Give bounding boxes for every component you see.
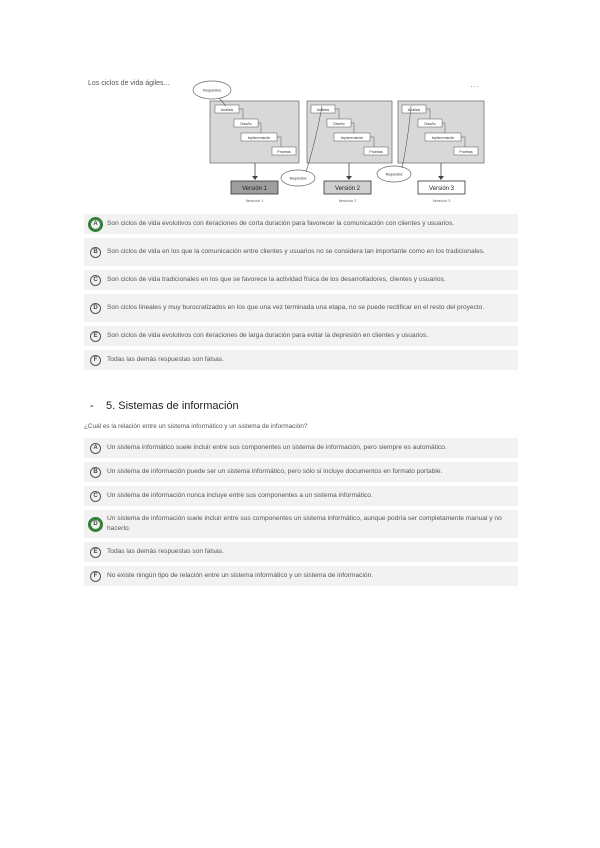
option-text: Un sistema informático suele incluir entre sus componentes un sistema de información, pero siempre es automático.: [107, 444, 447, 451]
option-letter-e: E: [90, 547, 101, 558]
option-b[interactable]: [84, 238, 518, 266]
option-d[interactable]: [84, 294, 518, 322]
question-5-options: [84, 438, 518, 590]
option-b[interactable]: [84, 462, 518, 482]
svg-text:Implementación: Implementación: [340, 136, 364, 140]
option-text: Son ciclos lineales y muy burocratizados en los que una vez terminada una etapa, no se puede rectificar en el resto del proyecto.: [107, 304, 485, 311]
option-text: Un sistema de información nunca incluye entre sus componentes a un sistema informático.: [107, 492, 373, 499]
svg-text:Iteración 3: Iteración 3: [432, 199, 451, 203]
agile-lifecycle-diagram: [84, 70, 518, 210]
option-c[interactable]: [84, 270, 518, 290]
section-heading: [90, 400, 239, 412]
svg-text:Análisis: Análisis: [407, 108, 421, 112]
option-text: Todas las demás respuestas son falsas.: [107, 548, 224, 555]
svg-text:Pruebas: Pruebas: [277, 150, 291, 154]
svg-text:Requisitos: Requisitos: [289, 176, 307, 181]
svg-text:Versión 1: Versión 1: [241, 186, 268, 192]
svg-text:Versión 2: Versión 2: [334, 186, 361, 192]
option-text: Son ciclos de vida evolutivos con iteraciones de corta duración para favorecer la comunicación con clientes y usuarios.: [107, 220, 455, 227]
svg-text:Implementación: Implementación: [247, 136, 271, 140]
option-letter-e: E: [90, 331, 101, 342]
svg-text:Análisis: Análisis: [316, 108, 330, 112]
option-letter-b: B: [90, 467, 101, 478]
option-text: Un sistema de información suele incluir entre sus componentes un sistema informático, aunque podría ser completamente manual y no hacerlo.: [107, 515, 502, 532]
option-letter-d: D: [90, 303, 101, 314]
svg-text:Pruebas: Pruebas: [459, 150, 473, 154]
svg-text:Iteración 2: Iteración 2: [338, 199, 357, 203]
question-title: Los ciclos de vida ágiles...: [88, 80, 170, 87]
option-e[interactable]: [84, 326, 518, 346]
option-e[interactable]: [84, 542, 518, 562]
option-letter-d: D: [90, 519, 101, 530]
option-letter-a: A: [90, 219, 101, 230]
list-dash: -: [90, 400, 94, 412]
option-letter-f: F: [90, 571, 101, 582]
option-a[interactable]: [84, 214, 518, 234]
option-letter-a: A: [90, 443, 101, 454]
option-text: Son ciclos de vida tradicionales en los que se favorece la actividad física de los desarrolladores, clientes y usuarios.: [107, 276, 446, 283]
svg-text:Diseño: Diseño: [240, 122, 252, 126]
option-text: Son ciclos de vida evolutivos con iteraciones de larga duración para evitar la depresión en clientes y usuarios.: [107, 332, 429, 339]
svg-text:Diseño: Diseño: [424, 122, 436, 126]
phase-label: Análisis: [220, 108, 234, 112]
option-a[interactable]: [84, 438, 518, 458]
question-5-text: ¿Cuál es la relación entre un sistema informático y un sistema de información?: [84, 423, 308, 430]
option-letter-c: C: [90, 491, 101, 502]
more-icon[interactable]: ...: [470, 80, 480, 89]
svg-text:Diseño: Diseño: [333, 122, 345, 126]
option-text: No existe ningún tipo de relación entre un sistema informático y un sistema de información.: [107, 572, 374, 579]
svg-text:Versión 3: Versión 3: [428, 186, 455, 192]
svg-text:Requisitos: Requisitos: [385, 172, 403, 177]
svg-text:Requisitos: Requisitos: [203, 88, 221, 93]
option-text: Un sistema de información puede ser un sistema informático, pero sólo si incluye documentos en formato portable.: [107, 468, 443, 475]
svg-text:Implementación: Implementación: [431, 136, 455, 140]
option-d[interactable]: [84, 510, 518, 538]
svg-text:Iteración 1: Iteración 1: [245, 199, 264, 203]
option-text: Son ciclos de vida en los que la comunicación entre clientes y usuarios no se considera tan importante como en los tradicionales.: [107, 248, 485, 255]
option-f[interactable]: [84, 566, 518, 586]
option-f[interactable]: [84, 350, 518, 370]
question-4-options: [84, 214, 518, 374]
option-letter-b: B: [90, 247, 101, 258]
option-letter-c: C: [90, 275, 101, 286]
option-letter-f: F: [90, 355, 101, 366]
section-title: 5. Sistemas de información: [106, 400, 239, 412]
option-text: Todas las demás respuestas son falsas.: [107, 356, 224, 363]
svg-text:Pruebas: Pruebas: [369, 150, 383, 154]
option-c[interactable]: [84, 486, 518, 506]
